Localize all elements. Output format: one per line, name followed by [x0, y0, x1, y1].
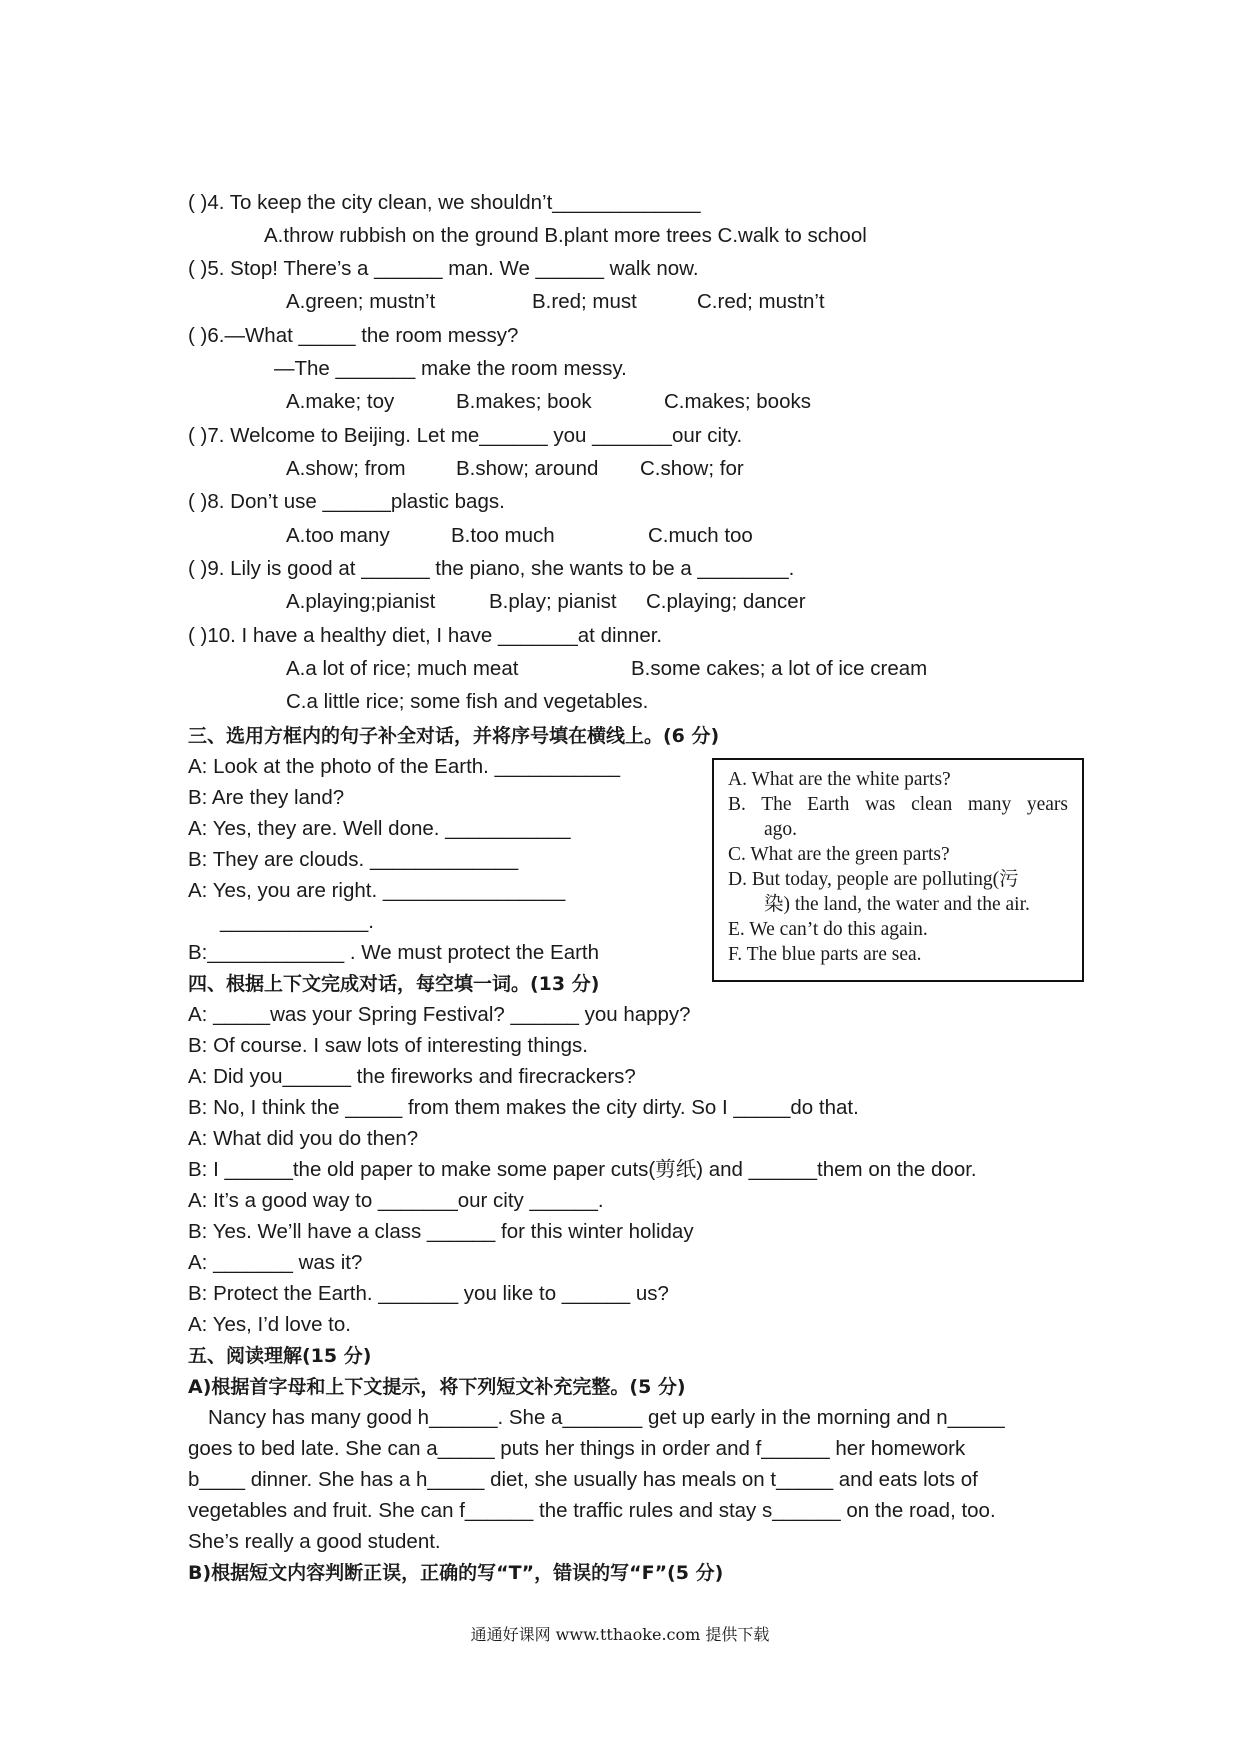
passage-line-5: She’s really a good student. [188, 1530, 441, 1553]
section-4-heading: 四、根据上下文完成对话，每空填一词。(13 分) [188, 973, 600, 995]
dialog-3-line-7: B:____________ . We must protect the Earth [188, 941, 600, 964]
passage-line-3: b____ dinner. She has a h_____ diet, she usually has meals on t_____ and eats lots of [188, 1468, 978, 1491]
question-5-option-c: C.red; mustn’t [697, 290, 825, 313]
dialog-3-line-3: A: Yes, they are. Well done. ___________ [188, 817, 571, 840]
question-5: ( )5. Stop! There’s a ______ man. We ______ walk now. [188, 257, 699, 280]
choice-d-continued: 染) the land, the water and the air. [764, 894, 1030, 915]
question-9-option-b: B.play; pianist [489, 590, 617, 613]
dialog-4-line-6: B: I ______the old paper to make some paper cuts(剪纸) and ______them on the door. [188, 1158, 977, 1181]
question-9-option-a: A.playing;pianist [286, 590, 436, 613]
choice-e: E. We can’t do this again. [728, 919, 928, 940]
question-8-option-c: C.much too [648, 524, 753, 547]
dialog-3-line-5: A: Yes, you are right. ________________ [188, 879, 566, 902]
question-6-option-a: A.make; toy [286, 390, 395, 413]
question-9-option-c: C.playing; dancer [646, 590, 806, 613]
question-8-option-a: A.too many [286, 524, 390, 547]
question-6: ( )6.—What _____ the room messy? [188, 324, 519, 347]
question-10: ( )10. I have a healthy diet, I have _______at dinner. [188, 624, 663, 647]
question-8-option-b: B.too much [451, 524, 555, 547]
section-3-heading: 三、选用方框内的句子补全对话，并将序号填在横线上。(6 分) [188, 725, 720, 747]
dialog-4-line-2: B: Of course. I saw lots of interesting things. [188, 1034, 588, 1057]
passage-line-4: vegetables and fruit. She can f______ the traffic rules and stay s______ on the road, too. [188, 1499, 996, 1522]
question-10-option-a: A.a lot of rice; much meat [286, 657, 519, 680]
section-5a-heading: A)根据首字母和上下文提示，将下列短文补充完整。(5 分) [188, 1376, 686, 1398]
passage-line-2: goes to bed late. She can a_____ puts her things in order and f______ her homework [188, 1437, 966, 1460]
dialog-4-line-1: A: _____was your Spring Festival? ______ you happy? [188, 1003, 691, 1026]
dialog-4-line-5: A: What did you do then? [188, 1127, 419, 1150]
question-5-option-b: B.red; must [532, 290, 637, 313]
choice-b-continued: ago. [764, 819, 798, 840]
question-7-option-b: B.show; around [456, 457, 599, 480]
question-10-option-b: B.some cakes; a lot of ice cream [631, 657, 928, 680]
question-6-option-b: B.makes; book [456, 390, 592, 413]
choice-f: F. The blue parts are sea. [728, 944, 922, 965]
dialog-4-line-7: A: It’s a good way to _______our city ______. [188, 1189, 604, 1212]
dialog-3-line-2: B: Are they land? [188, 786, 345, 809]
choice-d: D. But today, people are polluting(污 [728, 869, 1019, 890]
choice-c: C. What are the green parts? [728, 844, 950, 865]
dialog-3-line-1: A: Look at the photo of the Earth. ___________ [188, 755, 620, 778]
section-5b-heading: B)根据短文内容判断正误，正确的写“T”，错误的写“F”(5 分) [188, 1562, 724, 1584]
dialog-4-line-11: A: Yes, I’d love to. [188, 1313, 351, 1336]
question-4: ( )4. To keep the city clean, we shouldn’t_____________ [188, 191, 701, 214]
question-9: ( )9. Lily is good at ______ the piano, she wants to be a ________. [188, 557, 795, 580]
choice-a: A. What are the white parts? [728, 769, 951, 790]
passage-line-1: Nancy has many good h______. She a_______ get up early in the morning and n_____ [208, 1406, 1005, 1429]
question-8: ( )8. Don’t use ______plastic bags. [188, 490, 505, 513]
dialog-4-line-8: B: Yes. We’ll have a class ______ for this winter holiday [188, 1220, 694, 1243]
question-7-option-c: C.show; for [640, 457, 744, 480]
question-7-option-a: A.show; from [286, 457, 406, 480]
dialog-4-line-10: B: Protect the Earth. _______ you like to ______ us? [188, 1282, 669, 1305]
section-5-heading: 五、阅读理解(15 分) [188, 1345, 372, 1367]
question-6-option-c: C.makes; books [664, 390, 811, 413]
question-6-line-2: —The _______ make the room messy. [274, 357, 627, 380]
dialog-3-line-6: _____________. [220, 910, 374, 933]
question-5-option-a: A.green; mustn’t [286, 290, 436, 313]
dialog-4-line-3: A: Did you______ the fireworks and firecrackers? [188, 1065, 636, 1088]
answer-choices-box [712, 758, 1084, 982]
footer-watermark: 通通好课网 www.tthaoke.com 提供下载 [470, 1625, 770, 1644]
question-4-options: A.throw rubbish on the ground B.plant more trees C.walk to school [264, 224, 867, 247]
choice-b: B. The Earth was clean many years [728, 794, 1068, 815]
dialog-3-line-4: B: They are clouds. _____________ [188, 848, 519, 871]
question-7: ( )7. Welcome to Beijing. Let me______ you _______our city. [188, 424, 743, 447]
dialog-4-line-9: A: _______ was it? [188, 1251, 363, 1274]
dialog-4-line-4: B: No, I think the _____ from them makes the city dirty. So I _____do that. [188, 1096, 859, 1119]
question-10-option-c: C.a little rice; some fish and vegetables. [286, 690, 649, 713]
